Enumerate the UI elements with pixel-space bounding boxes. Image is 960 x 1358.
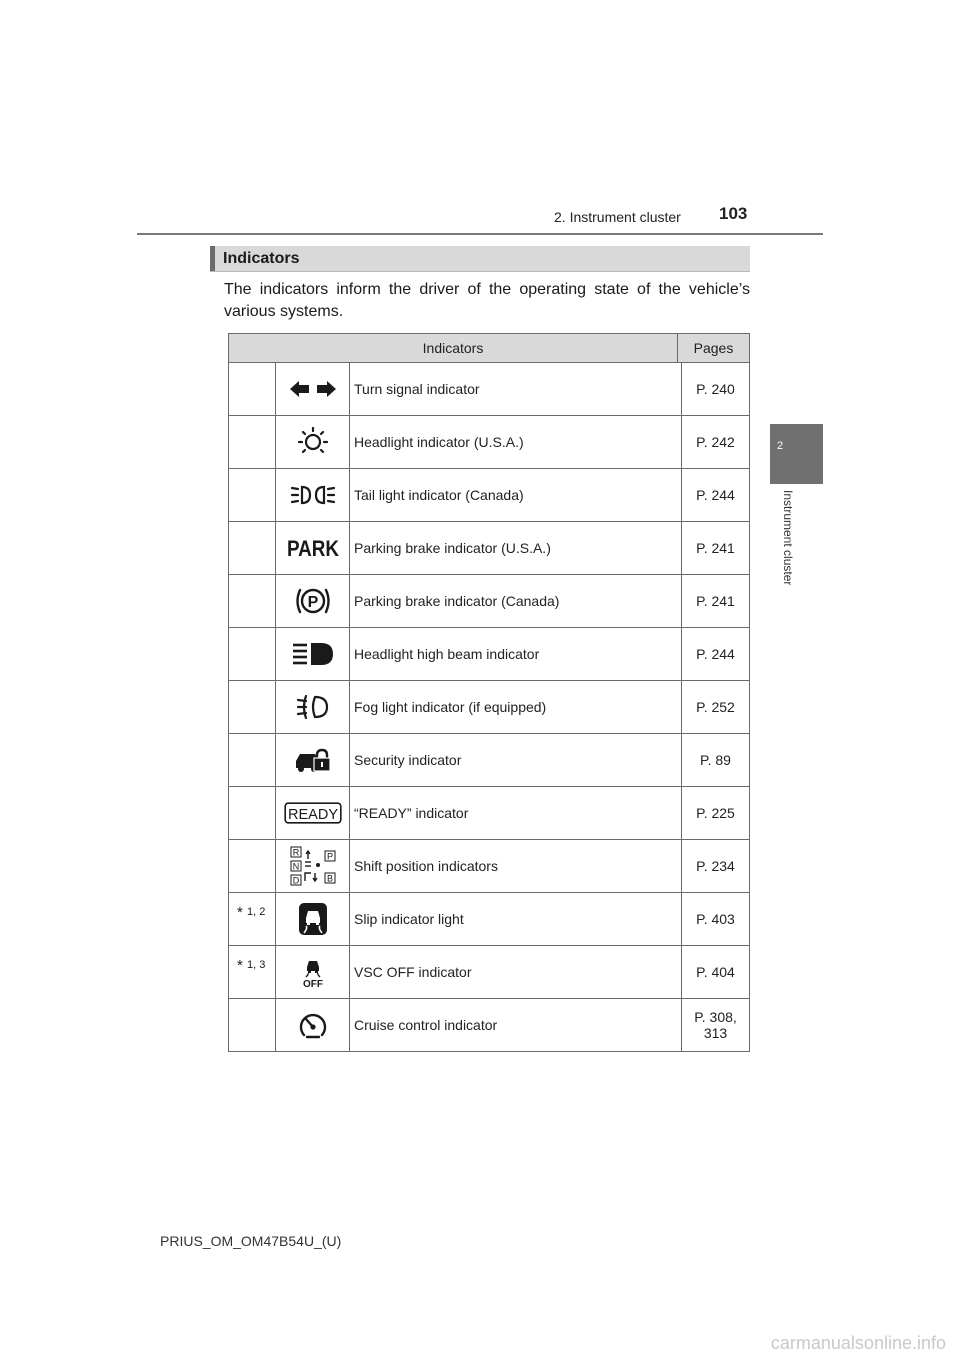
- note-cell: [229, 840, 276, 892]
- indicator-name: VSC OFF indicator: [350, 946, 682, 998]
- icon-cell: [276, 893, 350, 945]
- icon-cell: [276, 522, 350, 574]
- parking-brake-p-icon: [293, 584, 333, 618]
- chapter-tab: [770, 424, 823, 484]
- svg-text:P: P: [326, 851, 333, 862]
- icon-cell: [276, 469, 350, 521]
- svg-text:P: P: [307, 594, 318, 611]
- icon-cell: [276, 363, 350, 415]
- svg-text:D: D: [292, 875, 299, 886]
- page-ref: P. 241: [696, 540, 735, 556]
- page-ref: P. 403: [696, 911, 735, 927]
- table-row: [229, 575, 749, 628]
- icon-cell: [276, 840, 350, 892]
- icon-cell: [276, 946, 350, 998]
- note-cell: [229, 946, 276, 998]
- page-ref: P. 244: [696, 646, 735, 662]
- indicator-name: Tail light indicator (Canada): [350, 469, 682, 521]
- page-ref: P. 242: [696, 434, 735, 450]
- note-cell: [229, 734, 276, 786]
- svg-text:OFF: OFF: [302, 979, 323, 990]
- icon-cell: [276, 681, 350, 733]
- page-ref: P. 225: [696, 805, 735, 821]
- watermark: carmanualsonline.info: [770, 1333, 946, 1353]
- page-ref: P. 240: [696, 381, 735, 397]
- svg-text:B: B: [326, 873, 333, 884]
- note-cell: [229, 628, 276, 680]
- note-cell: [229, 787, 276, 839]
- indicator-name: Turn signal indicator: [350, 363, 682, 415]
- header-section-title: 2. Instrument cluster: [554, 209, 681, 225]
- note-cell: [229, 999, 276, 1051]
- note-cell: [229, 893, 276, 945]
- note-star: *: [237, 904, 243, 921]
- table-row: [229, 787, 749, 840]
- note-cell: [229, 522, 276, 574]
- chapter-side-label: [781, 490, 801, 610]
- table-row: [229, 893, 749, 946]
- icon-cell: [276, 628, 350, 680]
- table-row: [229, 999, 749, 1051]
- note-number: 1, 2: [247, 906, 266, 918]
- indicator-name: Cruise control indicator: [350, 999, 682, 1051]
- high-beam-icon: [291, 641, 335, 667]
- svg-text:READY: READY: [287, 806, 338, 823]
- table-row: [229, 946, 749, 999]
- page-ref: P. 252: [696, 699, 735, 715]
- indicator-name: Slip indicator light: [350, 893, 682, 945]
- footer-doc-code: PRIUS_OM_OM47B54U_(U): [160, 1233, 342, 1249]
- svg-text:N: N: [292, 861, 299, 872]
- indicator-name: Security indicator: [350, 734, 682, 786]
- intro-paragraph: The indicators inform the driver of the operating state of the vehicle’s various systems.: [224, 281, 750, 320]
- table-row: [229, 840, 749, 893]
- page-ref: P. 308, 313: [694, 1009, 737, 1041]
- header-rule: [137, 233, 823, 235]
- note-cell: [229, 363, 276, 415]
- table-row: [229, 363, 749, 416]
- note-star: *: [237, 957, 243, 974]
- security-icon: [293, 746, 333, 774]
- chapter-tab-number: 2: [776, 440, 784, 452]
- note-cell: [229, 416, 276, 468]
- table-row: [229, 628, 749, 681]
- section-title: Indicators: [223, 250, 300, 267]
- note-cell: [229, 469, 276, 521]
- indicator-name: Parking brake indicator (U.S.A.): [350, 522, 682, 574]
- tail-light-icon: [290, 482, 336, 508]
- slip-icon: [298, 902, 328, 936]
- icon-cell: [276, 999, 350, 1051]
- svg-text:PARK: PARK: [286, 536, 339, 561]
- shift-position-icon: [287, 845, 339, 887]
- icon-cell: [276, 787, 350, 839]
- icon-cell: [276, 734, 350, 786]
- headlight-icon: [296, 426, 330, 458]
- indicator-name: Parking brake indicator (Canada): [350, 575, 682, 627]
- section-heading-bar: [210, 246, 750, 272]
- note-cell: [229, 575, 276, 627]
- icon-cell: [276, 575, 350, 627]
- header-indicators: Indicators: [229, 334, 678, 362]
- table-row: [229, 734, 749, 787]
- header-pages: Pages: [693, 340, 734, 356]
- table-row: [229, 416, 749, 469]
- indicators-table: [228, 333, 750, 1052]
- indicator-name: Headlight high beam indicator: [350, 628, 682, 680]
- note-cell: [229, 681, 276, 733]
- note-number: 1, 3: [247, 959, 266, 971]
- park-icon: [285, 535, 341, 561]
- table-row: [229, 522, 749, 575]
- indicator-name: Shift position indicators: [350, 840, 682, 892]
- indicator-name: “READY” indicator: [350, 787, 682, 839]
- icon-cell: [276, 416, 350, 468]
- indicator-name: Fog light indicator (if equipped): [350, 681, 682, 733]
- chapter-side-label-text: Instrument cluster: [781, 490, 795, 586]
- indicator-name: Headlight indicator (U.S.A.): [350, 416, 682, 468]
- table-row: [229, 681, 749, 734]
- vsc-off-icon: [298, 955, 328, 989]
- page-ref: P. 241: [696, 593, 735, 609]
- fog-light-icon: [296, 693, 330, 721]
- table-row: [229, 469, 749, 522]
- page-ref: P. 234: [696, 858, 735, 874]
- ready-icon: [284, 802, 342, 824]
- page-ref: P. 404: [696, 964, 735, 980]
- page-ref: P. 89: [700, 752, 731, 768]
- turn-signal-icon: [288, 379, 338, 399]
- page-number: 103: [719, 204, 748, 223]
- svg-text:R: R: [292, 847, 299, 858]
- cruise-control-icon: [297, 1010, 329, 1040]
- page-ref: P. 244: [696, 487, 735, 503]
- table-header: [229, 334, 749, 363]
